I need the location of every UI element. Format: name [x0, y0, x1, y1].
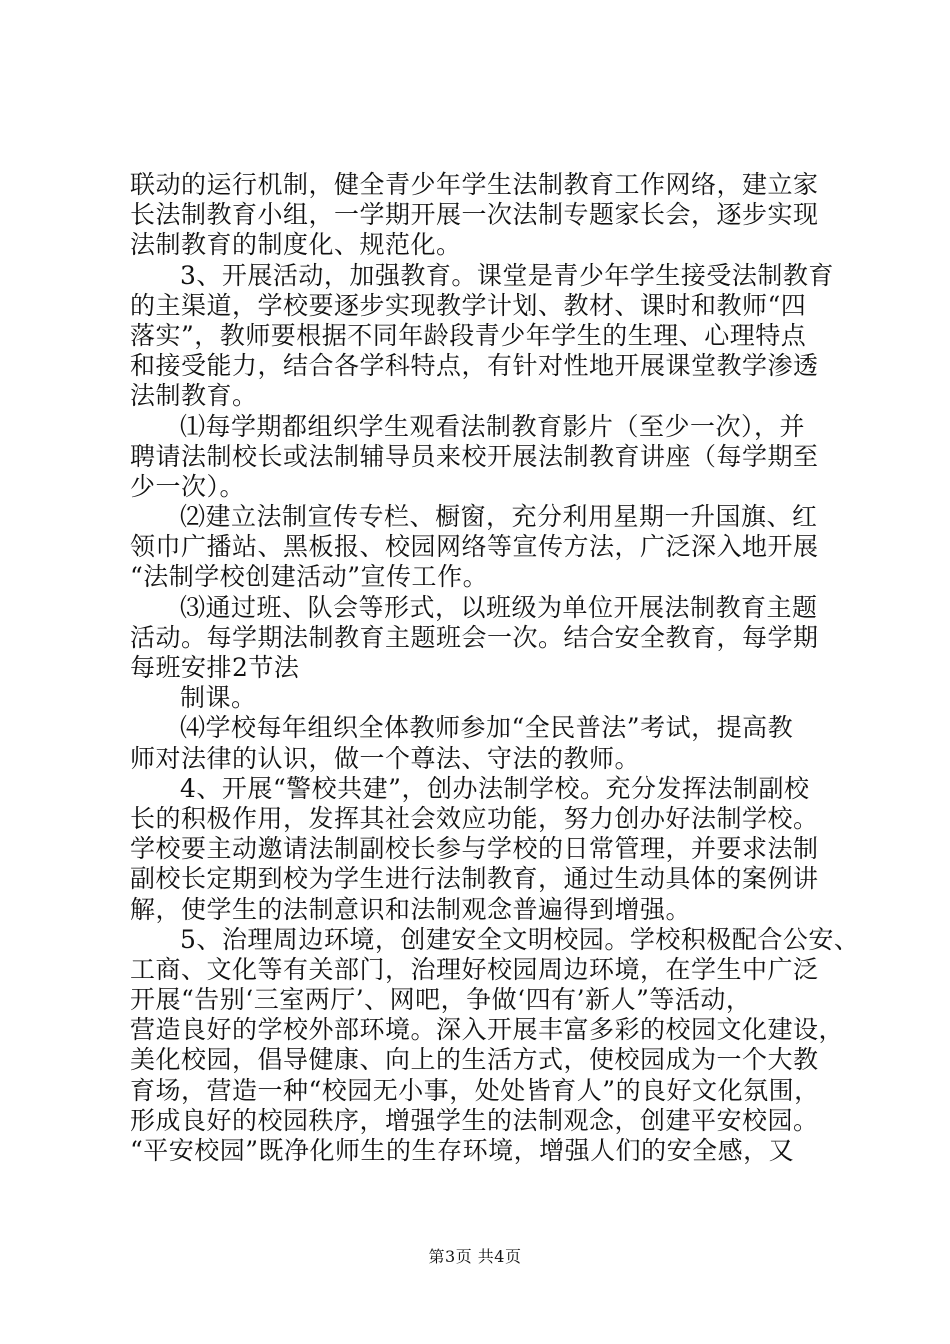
text-line: 领巾广播站、黑板报、校园网络等宣传方法，广泛深入地开展	[130, 532, 819, 562]
text-line: 少一次）。	[130, 471, 246, 501]
text-line: 美化校园，倡导健康、向上的生活方式，使校园成为一个大教	[130, 1045, 819, 1075]
text-line: 育场，营造一种“校园无小事，处处皆育人”的良好文化氛围，	[130, 1075, 820, 1105]
text-line: 解，使学生的法制意识和法制观念普遍得到增强。	[130, 894, 692, 924]
text-line: 制课。	[180, 683, 257, 713]
document-body	[130, 170, 860, 1166]
text-line: 工商、文化等有关部门，治理好校园周边环境，在学生中广泛	[130, 954, 819, 984]
text-line: 4、开展“警校共建”，创办法制学校。充分发挥法制副校	[180, 773, 810, 803]
text-line: 法制教育的制度化、规范化。	[130, 230, 462, 260]
text-line: ⑷学校每年组织全体教师参加“全民普法”考试，提高教	[180, 713, 794, 743]
text-line: “平安校园”既净化师生的生存环境，增强人们的安全感，又	[130, 1136, 795, 1165]
text-line: 开展“告别‘三室两厅’、网吧，争做‘四有’新人”等活动，	[130, 985, 752, 1015]
text-line: ⑵建立法制宣传专栏、橱窗，充分利用星期一升国旗、红	[180, 502, 818, 532]
text-line: 落实”，教师要根据不同年龄段青少年学生的生理、心理特点	[130, 320, 807, 350]
text-line: 形成良好的校园秩序，增强学生的法制观念，创建平安校园。	[130, 1105, 819, 1135]
text-line: 营造良好的学校外部环境。深入开展丰富多彩的校园文化建设，	[130, 1015, 845, 1045]
text-line: 长的积极作用，发挥其社会效应功能，努力创办好法制学校。	[130, 803, 819, 833]
page-number: 第3页 共4页	[428, 1247, 522, 1266]
text-line: 3、开展活动，加强教育。课堂是青少年学生接受法制教育	[180, 260, 834, 290]
text-line: 和接受能力，结合各学科特点，有针对性地开展课堂教学渗透	[130, 351, 819, 381]
text-line: 活动。每学期法制教育主题班会一次。结合安全教育，每学期	[130, 622, 819, 652]
text-line: “法制学校创建活动”宣传工作。	[130, 562, 489, 592]
text-line: 副校长定期到校为学生进行法制教育，通过生动具体的案例讲	[130, 864, 819, 894]
text-line: 的主渠道，学校要逐步实现教学计划、教材、课时和教师“四	[130, 290, 807, 320]
text-line: 聘请法制校长或法制辅导员来校开展法制教育讲座（每学期至	[130, 441, 819, 471]
text-line: 联动的运行机制，健全青少年学生法制教育工作网络，建立家	[130, 170, 819, 199]
text-line: 每班安排2节法	[130, 653, 300, 682]
text-line: ⑶通过班、队会等形式，以班级为单位开展法制教育主题	[180, 592, 818, 622]
text-line: ⑴每学期都组织学生观看法制教育影片（至少一次），并	[180, 411, 806, 441]
text-line: 学校要主动邀请法制副校长参与学校的日常管理，并要求法制	[130, 834, 819, 864]
text-line: 5、治理周边环境，创建安全文明校园。学校积极配合公安、	[180, 924, 860, 954]
text-line: 长法制教育小组，一学期开展一次法制专题家长会，逐步实现	[130, 200, 819, 230]
text-line: 法制教育。	[130, 381, 258, 411]
text-line: 师对法律的认识，做一个尊法、守法的教师。	[130, 743, 641, 773]
